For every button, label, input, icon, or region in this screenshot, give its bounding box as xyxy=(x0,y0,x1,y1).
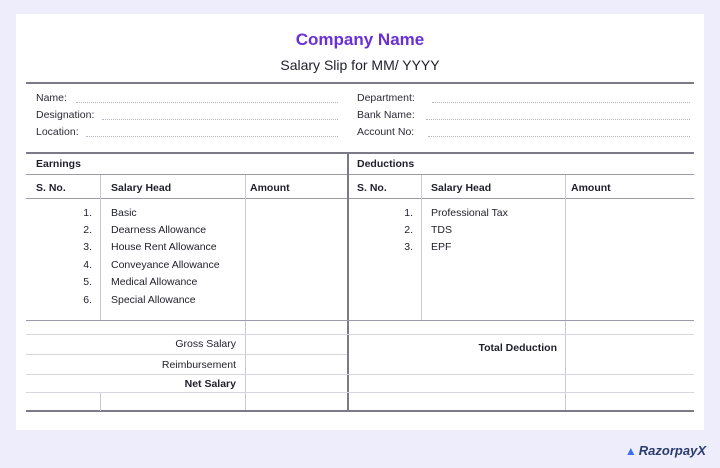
center-divider xyxy=(347,153,349,411)
earnings-row-no: 2. xyxy=(83,224,92,236)
header-divider xyxy=(26,198,694,199)
account-no-line xyxy=(428,136,690,137)
earnings-heading: Earnings xyxy=(36,158,81,170)
location-label: Location: xyxy=(36,126,79,138)
name-line xyxy=(76,102,338,103)
razorpayx-logo-text: RazorpayX xyxy=(638,443,706,458)
earnings-col-sno: S. No. xyxy=(36,182,66,194)
deductions-col-divider-2 xyxy=(565,175,566,411)
department-line xyxy=(432,102,690,103)
net-salary-label: Net Salary xyxy=(184,378,236,390)
department-label: Department: xyxy=(357,92,415,104)
earnings-row-head: Medical Allowance xyxy=(111,276,198,288)
net-divider xyxy=(26,392,694,393)
earnings-row-no: 3. xyxy=(83,241,92,253)
deductions-col-head: Salary Head xyxy=(431,182,492,194)
rows-bottom-divider xyxy=(26,320,694,321)
deductions-row-no: 1. xyxy=(404,207,413,219)
deductions-col-amount: Amount xyxy=(571,182,611,194)
deductions-col-sno: S. No. xyxy=(357,182,387,194)
deductions-col-divider-1 xyxy=(421,175,422,321)
account-no-label: Account No: xyxy=(357,126,415,138)
deductions-row-no: 3. xyxy=(404,241,413,253)
table-top-divider xyxy=(26,152,694,154)
razorpay-mark-icon: ▲ xyxy=(624,443,637,458)
designation-label: Designation: xyxy=(36,109,95,121)
deductions-row-head: TDS xyxy=(431,224,452,236)
slip-title: Salary Slip for MM/ YYYY xyxy=(280,57,440,73)
earnings-row-head: Special Allowance xyxy=(111,294,196,306)
earnings-col-head: Salary Head xyxy=(111,182,172,194)
earnings-row-no: 6. xyxy=(83,294,92,306)
bank-name-line xyxy=(426,119,690,120)
earnings-col-amount: Amount xyxy=(250,182,290,194)
gross-salary-label: Gross Salary xyxy=(175,338,236,350)
name-label: Name: xyxy=(36,92,67,104)
salary-slip xyxy=(16,14,704,430)
total-deduction-label: Total Deduction xyxy=(478,342,557,354)
gross-divider xyxy=(26,354,347,355)
section-divider xyxy=(26,174,694,175)
earnings-col-divider-1 xyxy=(100,175,101,321)
deductions-row-head: EPF xyxy=(431,241,452,253)
deductions-heading: Deductions xyxy=(357,158,415,170)
razorpayx-logo xyxy=(625,443,706,458)
footer-col-divider xyxy=(100,393,101,411)
earnings-col-divider-2 xyxy=(245,175,246,411)
table-bottom-divider xyxy=(26,410,694,412)
blank-row-divider xyxy=(26,334,694,335)
top-divider xyxy=(26,82,694,84)
location-line xyxy=(86,136,338,137)
earnings-row-head: House Rent Allowance xyxy=(111,241,217,253)
earnings-row-no: 1. xyxy=(83,207,92,219)
company-name: Company Name xyxy=(295,30,425,49)
bank-name-label: Bank Name: xyxy=(357,109,415,121)
reimbursement-label: Reimbursement xyxy=(161,359,236,371)
earnings-row-head: Basic xyxy=(111,207,137,219)
deductions-row-no: 2. xyxy=(404,224,413,236)
reimbursement-divider xyxy=(26,374,694,375)
designation-line xyxy=(102,119,338,120)
earnings-row-no: 5. xyxy=(83,276,92,288)
earnings-row-head: Conveyance Allowance xyxy=(111,259,220,271)
deductions-row-head: Professional Tax xyxy=(431,207,508,219)
earnings-row-no: 4. xyxy=(83,259,92,271)
earnings-row-head: Dearness Allowance xyxy=(111,224,207,236)
